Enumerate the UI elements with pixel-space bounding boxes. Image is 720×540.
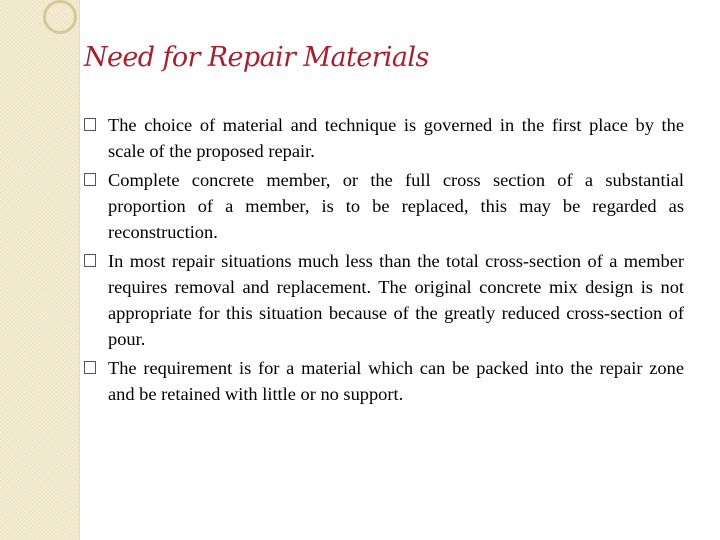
bullet-item [84, 112, 684, 164]
bullet-item [84, 248, 684, 352]
bullet-list [84, 112, 684, 410]
slide-title: Need for Repair Materials [84, 42, 429, 73]
bullet-item [84, 167, 684, 245]
side-band-edge [79, 0, 80, 540]
decorative-ring-icon [43, 0, 77, 34]
square-bullet-icon [84, 118, 96, 131]
bullet-text: In most repair situations much less than the total cross-section of a member requires removal and replacement. The original concrete mix design is not appropriate for this situation because of the greatly reduced cross-section of pour. [108, 251, 684, 349]
bullet-text: Complete concrete member, or the full cross section of a substantial proportion of a member, is to be replaced, this may be regarded as reconstruction. [108, 170, 684, 242]
decorative-side-band [0, 0, 79, 540]
bullet-text: The requirement is for a material which can be packed into the repair zone and be retained with little or no support. [108, 358, 684, 404]
bullet-item [84, 355, 684, 407]
square-bullet-icon [84, 361, 96, 374]
square-bullet-icon [84, 173, 96, 186]
bullet-text: The choice of material and technique is governed in the first place by the scale of the proposed repair. [108, 115, 684, 161]
square-bullet-icon [84, 254, 96, 267]
